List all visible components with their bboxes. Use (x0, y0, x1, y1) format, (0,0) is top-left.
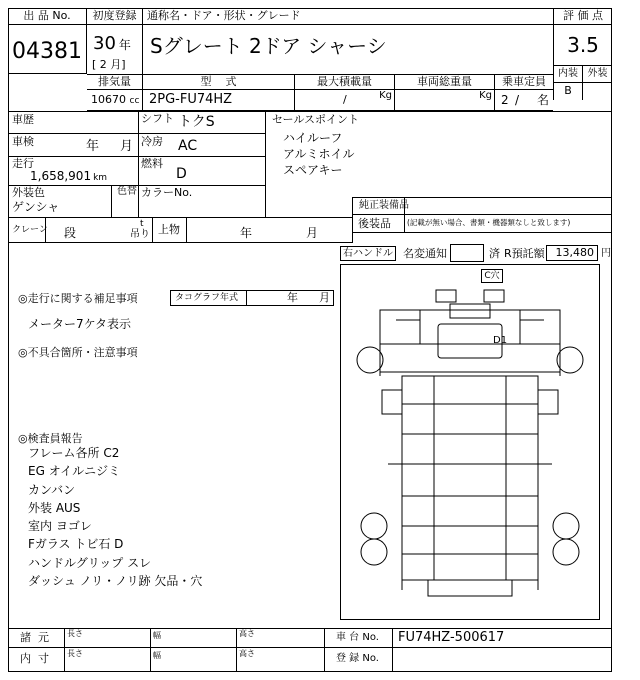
mark-top: C穴 (481, 269, 503, 283)
color-number-label: カラーNo. (141, 186, 193, 199)
defects-title: ◎不具合箇所・注意事項 (18, 346, 138, 359)
mount-year-unit: 年 (240, 226, 253, 240)
capacity-sep: / (515, 93, 520, 107)
color-no-label: 色替 (117, 186, 137, 197)
footer-length-label: 長さ (67, 629, 83, 638)
reg-month-unit: 月 (110, 58, 122, 71)
interior-value: B (554, 83, 583, 100)
steering-badge: 右ハンドル (340, 246, 396, 261)
max-load-unit: Kg (379, 90, 392, 101)
tacho-label: タコグラフ年式 (175, 293, 239, 303)
capacity-cell (495, 90, 553, 111)
reg-year-unit: 年 (118, 38, 131, 52)
capacity-unit: 名 (536, 93, 549, 107)
displacement-cell (87, 90, 143, 111)
inspector-item: Fガラス トビ石 D (28, 537, 124, 551)
gross-weight-label: 車両総重量 (395, 74, 495, 90)
truck-chassis-diagram (340, 264, 600, 620)
displacement-value: 10670 (91, 93, 126, 106)
lot-label: 出 品 No. (8, 8, 86, 25)
fuel-label: 燃料 (141, 157, 163, 170)
max-load-label: 最大積載量 (295, 74, 395, 90)
name-label: 通称名・ドア・形状・グレード (143, 8, 553, 25)
aftermarket-note: (記載が無い場合、書類・機器類なしと致します) (407, 218, 571, 227)
inspector-item: 室内 ヨゴレ (28, 519, 92, 533)
max-load-value: / (343, 93, 347, 106)
first-reg-label: 初度登録 (87, 8, 143, 25)
history-label: 車歴 (12, 113, 34, 126)
first-reg-value: 30 年 [ 2 月] (87, 25, 143, 74)
aftermarket-label: 後装品 (358, 217, 391, 230)
lot-box (8, 8, 87, 74)
inspector-item: 外装 AUS (28, 501, 81, 515)
inspector-item: ハンドルグリップ スレ (28, 556, 152, 570)
displacement-unit: cc (129, 96, 140, 106)
model-name: Sグレート 2ドア シャーシ (150, 34, 387, 58)
sales-label: セールスポイント (272, 113, 360, 126)
fuel-value: D (176, 166, 187, 182)
shift-value: トクS (178, 114, 215, 130)
sales-item: スペアキー (283, 163, 343, 177)
mileage-label: 走行 (12, 157, 34, 170)
recycle-unit: 円 (601, 248, 611, 259)
footer-height-label: 高さ (239, 629, 255, 638)
genuine-label: 純正装備品 (359, 200, 409, 211)
gross-weight-unit: Kg (479, 90, 492, 101)
reg-month: 2 (99, 58, 107, 71)
mark-d1: D1 (493, 335, 508, 346)
inspector-title: ◎検査員報告 (18, 432, 83, 445)
reg-year: 30 (93, 33, 116, 54)
footer-width-label: 幅 (153, 631, 161, 640)
inspection-year-unit: 年 (86, 139, 100, 154)
inspection-label: 車検 (12, 135, 34, 148)
interior-label: 内装 (554, 66, 583, 82)
color-value: ゲンシャ (12, 200, 60, 214)
supplement-text: メーター7ケタ表示 (28, 317, 132, 331)
gross-weight-cell (395, 90, 495, 111)
tacho-month-unit: 月 (319, 291, 330, 304)
max-load-cell (295, 90, 395, 111)
footer-width-label: 幅 (153, 651, 161, 660)
footer-spec-label: 諸 元 (20, 631, 49, 644)
capacity-label: 乗車定員 (495, 74, 553, 90)
footer-length-label: 長さ (67, 649, 83, 658)
crane-ton-unit: t (140, 219, 144, 229)
tacho-year-unit: 年 (287, 291, 298, 304)
grade-box (553, 8, 612, 100)
recycle-label: R預託額 (504, 247, 545, 260)
ac-value: AC (178, 138, 198, 154)
displacement-label: 排気量 (87, 74, 143, 90)
tacho-box (170, 290, 334, 306)
name-change-box (450, 244, 484, 262)
sales-item: ハイルーフ (283, 131, 343, 145)
footer-chassis-value: FU74HZ-500617 (398, 630, 505, 645)
name-change-label: 名変通知 (403, 247, 447, 260)
inspector-item: ダッシュ ノリ・ノリ跡 欠品・穴 (28, 574, 203, 588)
exterior-label: 外装 (587, 68, 608, 79)
sales-item: アルミホイル (283, 147, 355, 161)
mount-label: 上物 (158, 223, 180, 236)
grade-value: 3.5 (567, 33, 599, 57)
inspector-item: EG オイルニジミ (28, 464, 121, 478)
inspection-month-unit: 月 (120, 139, 134, 154)
crane-hang: 吊り (130, 229, 150, 240)
grade-label: 評 価 点 (554, 8, 612, 25)
mileage-unit: km (93, 173, 108, 183)
footer-height-label: 高さ (239, 649, 255, 658)
footer-inner-label: 内 寸 (20, 652, 49, 665)
lot-number: 04381 (12, 39, 82, 64)
type-label: 型 式 (143, 74, 295, 90)
crane-label: クレーン (12, 225, 48, 235)
footer-chassis-label: 車 台 No. (336, 632, 379, 643)
inspector-item: カンバン (28, 483, 76, 497)
recycle-value: 13,480 (546, 245, 598, 261)
footer-reg-label: 登 録 No. (336, 653, 379, 664)
crane-stage-unit: 段 (64, 226, 77, 240)
recycle-prefix: 済 (489, 247, 500, 260)
ac-label: 冷房 (141, 135, 163, 148)
shift-label: シフト (141, 112, 174, 125)
inspector-item: フレーム各所 C2 (28, 446, 120, 460)
mileage-value: 1,658,901 (30, 169, 92, 183)
supplement-title: ◎走行に関する補足事項 (18, 292, 138, 305)
color-label: 外装色 (12, 186, 45, 199)
type-value: 2PG-FU74HZ (143, 90, 295, 111)
capacity-value: 2 (501, 93, 509, 107)
mileage-cell (30, 169, 107, 184)
mount-month-unit: 月 (306, 226, 319, 240)
